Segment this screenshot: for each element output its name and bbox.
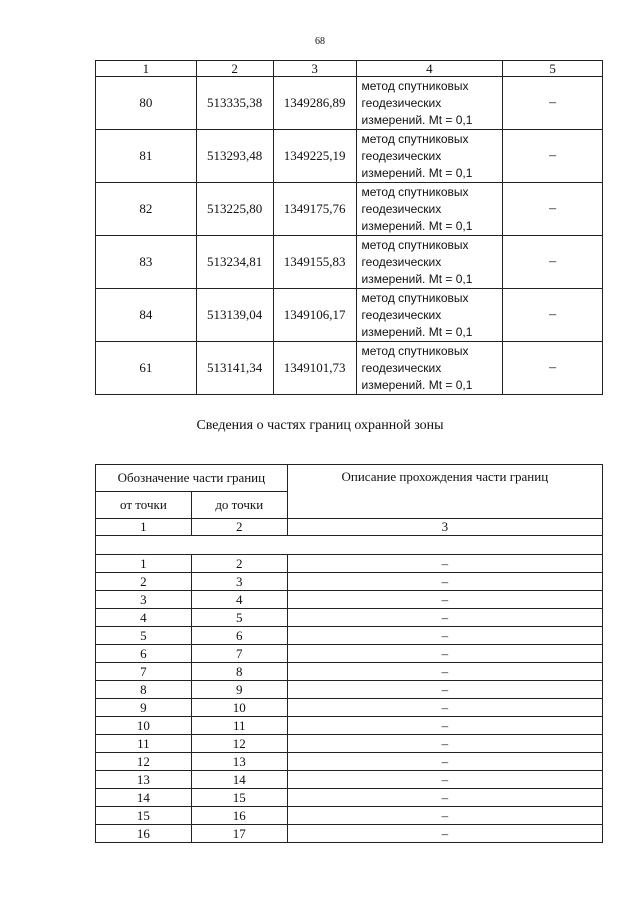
x-coordinate: 513225,80 — [196, 183, 273, 236]
point-number: 80 — [96, 77, 197, 130]
note: – — [503, 342, 603, 395]
to-point: 7 — [191, 645, 287, 663]
to-point: 11 — [191, 717, 287, 735]
boundary-part-row — [96, 663, 603, 681]
point-number: 83 — [96, 236, 197, 289]
boundary-part-row — [96, 807, 603, 825]
method-line: метод спутниковых — [361, 131, 469, 146]
boundary-description: – — [287, 735, 602, 753]
empty-cell — [96, 536, 603, 555]
from-point: 9 — [96, 699, 192, 717]
method-line: метод спутниковых — [361, 237, 469, 252]
from-point: 1 — [96, 555, 192, 573]
method-line: измерений. Mt = 0,1 — [361, 112, 473, 127]
to-point: 10 — [191, 699, 287, 717]
from-point: 4 — [96, 609, 192, 627]
point-number: 82 — [96, 183, 197, 236]
boundary-description: – — [287, 807, 602, 825]
boundary-part-row — [96, 699, 603, 717]
y-coordinate: 1349155,83 — [273, 236, 356, 289]
boundary-description: – — [287, 825, 602, 843]
from-point: 14 — [96, 789, 192, 807]
to-point: 3 — [191, 573, 287, 591]
boundary-description: – — [287, 627, 602, 645]
method-line: измерений. Mt = 0,1 — [361, 324, 473, 339]
column-number: 2 — [191, 519, 287, 536]
boundary-description-header: Описание прохождения части границ — [287, 465, 602, 519]
method-line: метод спутниковых — [361, 343, 469, 358]
determination-method — [356, 183, 503, 236]
boundary-description: – — [287, 555, 602, 573]
parts-header-row — [96, 465, 603, 492]
to-point: 15 — [191, 789, 287, 807]
boundary-description: – — [287, 591, 602, 609]
method-line: измерений. Mt = 0,1 — [361, 218, 473, 233]
boundary-part-row — [96, 753, 603, 771]
boundary-part-row — [96, 573, 603, 591]
method-line: метод спутниковых — [361, 78, 469, 93]
boundary-part-row — [96, 645, 603, 663]
boundary-part-row — [96, 825, 603, 843]
method-line: измерений. Mt = 0,1 — [361, 377, 473, 392]
method-line: геодезических — [361, 95, 442, 110]
column-number: 3 — [273, 61, 356, 77]
section-title: Сведения о частях границ охранной зоны — [196, 418, 444, 433]
boundary-part-row — [96, 555, 603, 573]
method-line: метод спутниковых — [361, 290, 469, 305]
determination-method — [356, 342, 503, 395]
to-point: 8 — [191, 663, 287, 681]
method-line: измерений. Mt = 0,1 — [361, 165, 473, 180]
boundary-description: – — [287, 573, 602, 591]
boundary-part-row — [96, 735, 603, 753]
from-point: 5 — [96, 627, 192, 645]
to-point: 14 — [191, 771, 287, 789]
from-point: 6 — [96, 645, 192, 663]
boundary-part-row — [96, 771, 603, 789]
method-line: геодезических — [361, 254, 442, 269]
to-point: 9 — [191, 681, 287, 699]
boundary-part-row — [96, 609, 603, 627]
boundary-description: – — [287, 753, 602, 771]
note: – — [503, 130, 603, 183]
column-number: 4 — [356, 61, 503, 77]
boundary-description: – — [287, 663, 602, 681]
to-point: 17 — [191, 825, 287, 843]
determination-method — [356, 236, 503, 289]
coordinates-header-row — [96, 61, 603, 77]
coordinate-row — [96, 342, 603, 395]
empty-row — [96, 536, 603, 555]
boundary-part-row — [96, 627, 603, 645]
method-line: геодезических — [361, 360, 442, 375]
boundary-description: – — [287, 645, 602, 663]
boundary-description: – — [287, 609, 602, 627]
from-point: 2 — [96, 573, 192, 591]
boundary-description: – — [287, 699, 602, 717]
to-point: 4 — [191, 591, 287, 609]
method-line: геодезических — [361, 148, 442, 163]
from-point: 7 — [96, 663, 192, 681]
from-point: 15 — [96, 807, 192, 825]
to-point: 13 — [191, 753, 287, 771]
note: – — [503, 236, 603, 289]
coordinate-row — [96, 236, 603, 289]
page-number: 68 — [315, 36, 325, 47]
boundary-description: – — [287, 789, 602, 807]
point-number: 84 — [96, 289, 197, 342]
method-line: геодезических — [361, 201, 442, 216]
parts-column-number-row — [96, 519, 603, 536]
determination-method — [356, 130, 503, 183]
from-point: 11 — [96, 735, 192, 753]
column-number: 3 — [287, 519, 602, 536]
to-point-header: до точки — [191, 492, 287, 519]
to-point: 16 — [191, 807, 287, 825]
to-point: 5 — [191, 609, 287, 627]
x-coordinate: 513335,38 — [196, 77, 273, 130]
x-coordinate: 513139,04 — [196, 289, 273, 342]
boundary-part-row — [96, 591, 603, 609]
boundary-part-row — [96, 717, 603, 735]
boundary-description: – — [287, 681, 602, 699]
point-number: 61 — [96, 342, 197, 395]
from-point: 13 — [96, 771, 192, 789]
to-point: 2 — [191, 555, 287, 573]
determination-method — [356, 289, 503, 342]
from-point-header: от точки — [96, 492, 192, 519]
note: – — [503, 289, 603, 342]
column-number: 5 — [503, 61, 603, 77]
note: – — [503, 77, 603, 130]
y-coordinate: 1349101,73 — [273, 342, 356, 395]
boundary-part-row — [96, 789, 603, 807]
column-number: 1 — [96, 519, 192, 536]
boundary-description: – — [287, 717, 602, 735]
y-coordinate: 1349175,76 — [273, 183, 356, 236]
y-coordinate: 1349286,89 — [273, 77, 356, 130]
note: – — [503, 183, 603, 236]
coordinate-row — [96, 183, 603, 236]
from-point: 8 — [96, 681, 192, 699]
coordinate-row — [96, 289, 603, 342]
from-point: 12 — [96, 753, 192, 771]
point-number: 81 — [96, 130, 197, 183]
method-line: геодезических — [361, 307, 442, 322]
coordinates-table — [95, 60, 603, 395]
from-point: 16 — [96, 825, 192, 843]
y-coordinate: 1349106,17 — [273, 289, 356, 342]
column-number: 1 — [96, 61, 197, 77]
boundary-part-designation-header: Обозначение части границ — [96, 465, 288, 492]
x-coordinate: 513141,34 — [196, 342, 273, 395]
boundary-description: – — [287, 771, 602, 789]
to-point: 6 — [191, 627, 287, 645]
method-line: измерений. Mt = 0,1 — [361, 271, 473, 286]
determination-method — [356, 77, 503, 130]
coordinate-row — [96, 130, 603, 183]
from-point: 3 — [96, 591, 192, 609]
boundary-parts-table — [95, 464, 603, 843]
x-coordinate: 513293,48 — [196, 130, 273, 183]
coordinate-row — [96, 77, 603, 130]
method-line: метод спутниковых — [361, 184, 469, 199]
from-point: 10 — [96, 717, 192, 735]
y-coordinate: 1349225,19 — [273, 130, 356, 183]
column-number: 2 — [196, 61, 273, 77]
to-point: 12 — [191, 735, 287, 753]
boundary-part-row — [96, 681, 603, 699]
x-coordinate: 513234,81 — [196, 236, 273, 289]
